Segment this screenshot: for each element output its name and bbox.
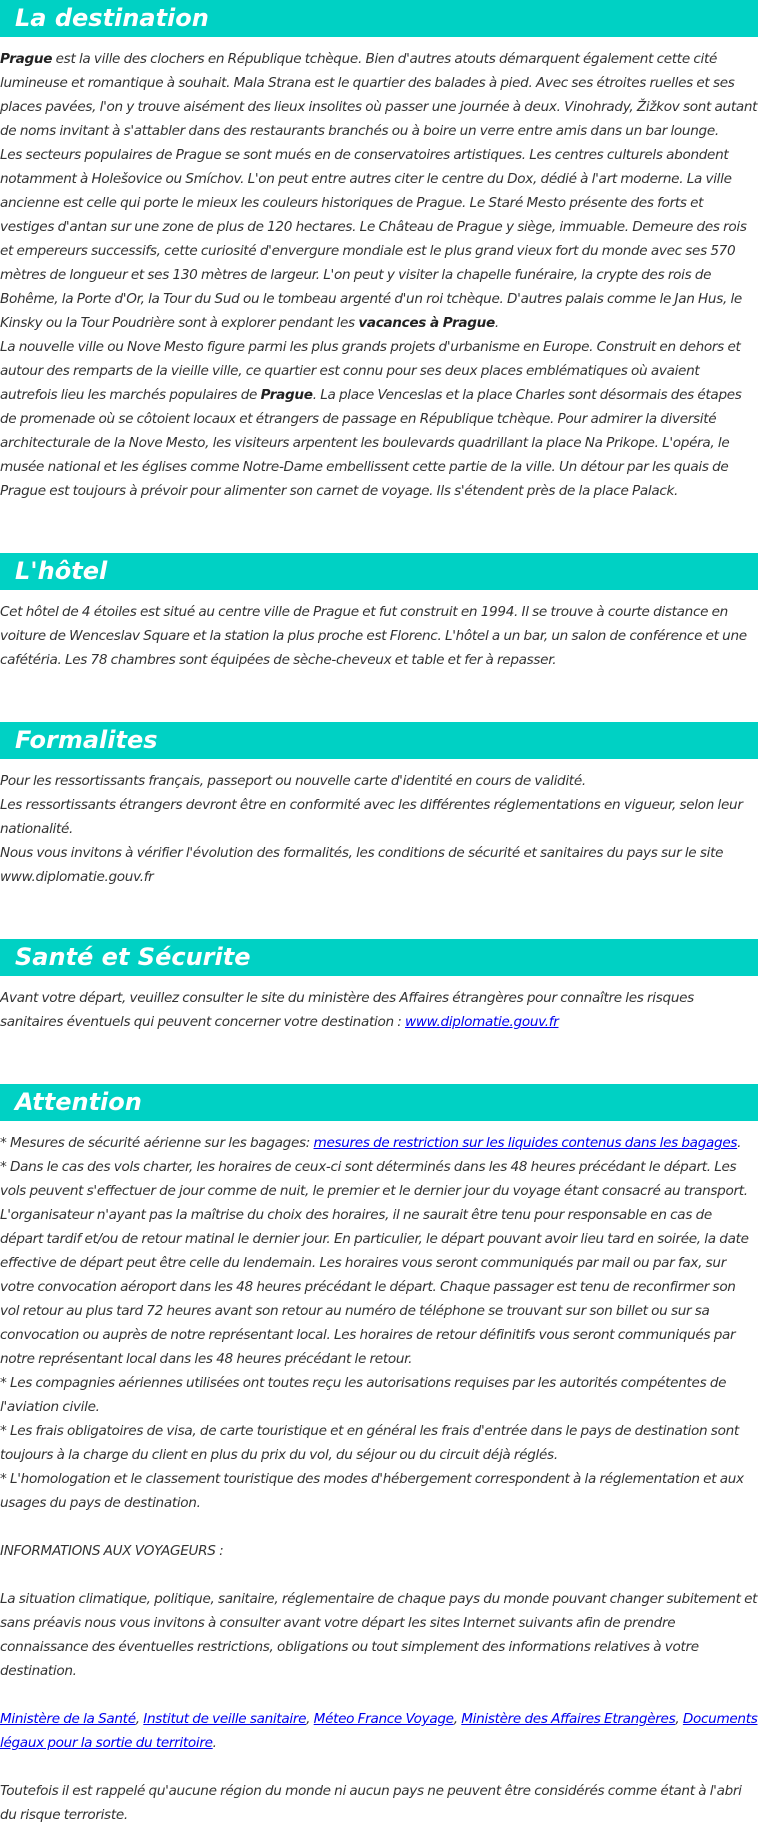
destination-text [0,47,758,503]
sante-text [0,986,758,1034]
info-voyageurs-heading: INFORMATIONS AUX VOYAGEURS : [0,1543,224,1559]
formalites-paragraph-1: Pour les ressortissants français, passeport ou nouvelle carte d'identité en cours de validité. [0,773,586,789]
terrorisme-notice: Toutefois il est rappelé qu'aucune région du monde ni aucun pays ne peuvent être considérés comme étant à l'abri du risque terroriste. [0,1783,742,1823]
formalites-paragraph-2: Les ressortissants étrangers devront être en conformité avec les différentes réglementations en vigueur, selon leur nationalité. [0,797,743,837]
spacer [0,1683,758,1707]
destination-bold-vacances: vacances à Prague [358,315,495,331]
section-title-hotel: L'hôtel [15,557,108,585]
destination-paragraph-2: Les secteurs populaires de Prague se sont mués en de conservatoires artistiques. Les centres culturels abondent notamment à Holešovice ou Smíchov. L'on peut entre autres citer le centre du Dox, dédié à l'art moderne. La ville ancienne est celle qui porte le mieux les couleurs historiques de Prague. Le Staré Mesto présente des forts et vestiges d'antan sur une zone de plus de 120 hectares. Le Château de Prague y siège, immuable. Demeure des rois et empereurs successifs, cette curiosité d'envergure mondiale est le plus grand vieux fort du monde avec ses 570 mètres de longueur et ses 130 mètres de largeur. L'on peut y visiter la chapelle funéraire, la crypte des rois de Bohême, la Porte d'Or, la Tour du Sud ou le tombeau argenté d'un roi tchèque. D'autres palais comme le Jan Hus, le Kinsky ou la Tour Poudrière sont à explorer pendant les vacances à Prague. [0,147,747,331]
destination-paragraph-1: Prague est la ville des clochers en République tchèque. Bien d'autres atouts démarquent également cette cité lumineuse et romantique à souhait. Mala Strana est le quartier des balades à pied. Avec ses étroites ruelles et ses places pavées, l'on y trouve aisément des lieux insolites où passer une journée à deux. Vinohrady, Žižkov sont autant de noms invitant à s'attabler dans des restaurants branchés ou à boire un verre entre amis dans un bar lounge. [0,51,758,139]
attention-bullet-5: * L'homologation et le classement touristique des modes d'hébergement correspondent à la réglementation et aux usages du pays de destination. [0,1471,744,1511]
section-header-sante [0,939,758,976]
destination-bold-prague: Prague [0,51,53,67]
destination-bold-prague-2: Prague [260,387,313,403]
sante-paragraph: Avant votre départ, veuillez consulter le site du ministère des Affaires étrangères pour connaître les risques sanitaires éventuels qui peuvent concerner votre destination : www.diplomatie.gouv.fr [0,990,694,1030]
section-title-formalites: Formalites [15,726,158,754]
spacer [0,1563,758,1587]
documents-legaux-link[interactable]: Documents légaux pour la sortie du territoire [0,1711,758,1751]
formalites-paragraph-3: Nous vous invitons à vérifier l'évolution des formalités, les conditions de sécurité et sanitaires du pays sur le site www.diplomatie.gouv.fr [0,845,724,885]
veille-sanitaire-link[interactable]: Institut de veille sanitaire [143,1711,307,1727]
attention-bullet-4: * Les frais obligatoires de visa, de carte touristique et en général les frais d'entrée dans le pays de destination sont toujours à la charge du client en plus du prix du vol, du séjour ou du circuit déjà réglés. [0,1423,739,1463]
diplomatie-link[interactable]: www.diplomatie.gouv.fr [405,1014,559,1030]
info-voyageurs-paragraph: La situation climatique, politique, sanitaire, réglementaire de chaque pays du monde pouvant changer subitement et sans préavis nous vous invitons à consulter avant votre départ les sites Internet suivants afin de prendre connaissance des éventuelles restrictions, obligations ou tout simplement des informations relatives à votre destination. [0,1591,758,1679]
ministere-sante-link[interactable]: Ministère de la Santé [0,1711,136,1727]
attention-bullet-3: * Les compagnies aériennes utilisées ont toutes reçu les autorisations requises par les autorités compétentes de l'aviation civile. [0,1375,727,1415]
section-title-attention: Attention [15,1088,142,1116]
spacer [0,1755,758,1779]
spacer [0,1515,758,1539]
destination-paragraph-3: La nouvelle ville ou Nove Mesto figure parmi les plus grands projets d'urbanisme en Europe. Construit en dehors et autour des remparts de la vieille ville, ce quartier est connu pour ses deux places emblématiques où avaient autrefois lieu les marchés populaires de Prague. La place Venceslas et la place Charles sont désormais des étapes de promenade où se côtoient locaux et étrangers de passage en République tchèque. Pour admirer la diversité architecturale de la Nove Mesto, les visiteurs arpentent les boulevards quadrillant la place Na Prikope. L'opéra, le musée national et les églises comme Notre-Dame embellissent cette partie de la ville. Un détour par les quais de Prague est toujours à prévoir pour alimenter son carnet de voyage. Ils s'étendent près de la place Palack. [0,339,742,499]
section-title-sante: Santé et Sécurite [15,943,251,971]
attention-text [0,1131,758,1827]
info-links: Ministère de la Santé, Institut de veille sanitaire, Méteo France Voyage, Ministère des Affaires Etrangères, Documents légaux pour la sortie du territoire. [0,1711,758,1751]
hotel-text [0,600,758,672]
formalites-text [0,769,758,889]
affaires-etrangeres-link[interactable]: Ministère des Affaires Etrangères [461,1711,676,1727]
section-title-destination: La destination [15,4,209,32]
attention-bullet-1: * Mesures de sécurité aérienne sur les bagages: mesures de restriction sur les liquides contenus dans les bagages. [0,1135,742,1151]
meteo-france-link[interactable]: Méteo France Voyage [313,1711,454,1727]
liquides-restriction-link[interactable]: mesures de restriction sur les liquides contenus dans les bagages [313,1135,738,1151]
attention-bullet-2: * Dans le cas des vols charter, les horaires de ceux-ci sont déterminés dans les 48 heures précédant le départ. Les vols peuvent s'effectuer de jour comme de nuit, le premier et le dernier jour du voyage étant consacré au transport. L'organisateur n'ayant pas la maîtrise du choix des horaires, il ne saurait être tenu pour responsable en cas de départ tardif et/ou de retour matinal le dernier jour. En particulier, le départ pouvant avoir lieu tard en soirée, la date effective de départ peut être celle du lendemain. Les horaires vous seront communiqués par mail ou par fax, sur votre convocation aéroport dans les 48 heures précédant le départ. Chaque passager est tenu de reconfirmer son vol retour au plus tard 72 heures avant son retour au numéro de téléphone se trouvant sur son billet ou sur sa convocation ou auprès de notre représentant local. Les horaires de retour définitifs vous seront communiqués par notre représentant local dans les 48 heures précédant le retour. [0,1159,749,1367]
section-header-formalites [0,722,758,759]
section-header-destination [0,0,758,37]
section-header-hotel [0,553,758,590]
hotel-paragraph: Cet hôtel de 4 étoiles est situé au centre ville de Prague et fut construit en 1994. Il se trouve à courte distance en voiture de Wenceslav Square et la station la plus proche est Florenc. L'hôtel a un bar, un salon de conférence et une cafétéria. Les 78 chambres sont équipées de sèche-cheveux et table et fer à repasser. [0,604,747,668]
section-header-attention [0,1084,758,1121]
